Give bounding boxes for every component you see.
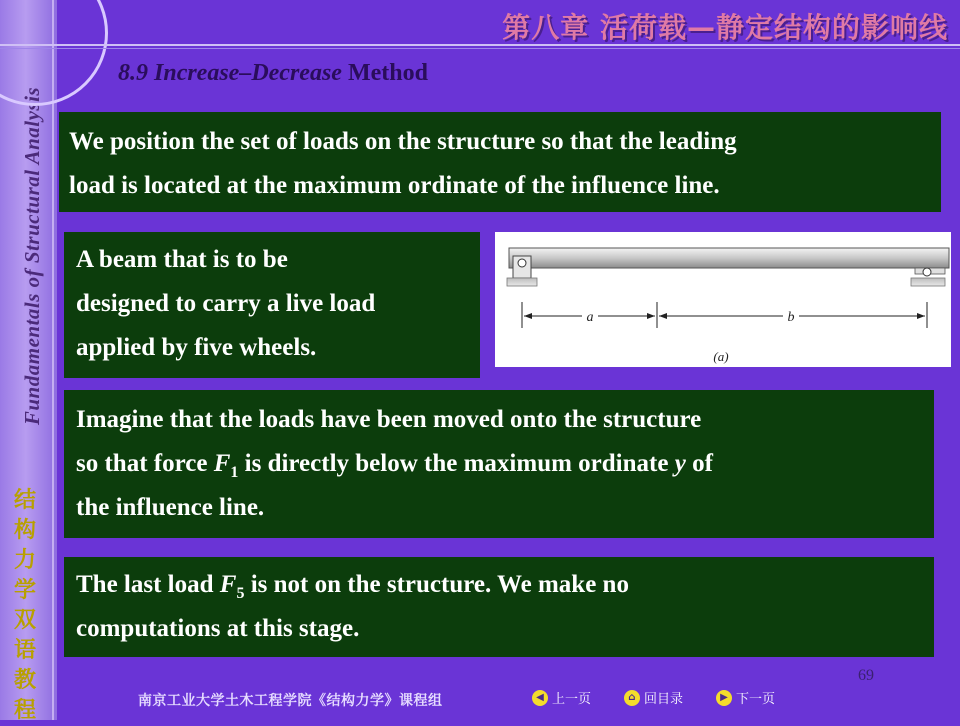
- text-fragment: is not on the structure. We make no: [244, 571, 629, 598]
- dimension-label-a: a: [586, 310, 594, 325]
- prev-arrow-icon: ◀: [532, 690, 548, 706]
- text-box-imagine: [64, 390, 934, 538]
- text-line: A beam that is to be: [76, 246, 288, 273]
- text-line: applied by five wheels.: [76, 334, 317, 361]
- left-sidebar: [0, 0, 57, 723]
- page-number: 69: [858, 667, 874, 684]
- force-subscript: 5: [236, 585, 245, 602]
- table-of-contents-button[interactable]: [624, 688, 683, 707]
- text-fragment: so that force: [76, 450, 214, 477]
- text-line: computations at this stage.: [76, 615, 360, 642]
- next-page-label: 下一页: [736, 692, 776, 707]
- footer-school: 南京工业大学土木工程学院《结构力学》课程组: [138, 693, 443, 709]
- text-line: designed to carry a live load: [76, 290, 376, 317]
- text-line: We position the set of loads on the structure so that the leading: [69, 128, 737, 155]
- course-char: 双: [13, 608, 36, 633]
- vertical-course-chinese: [10, 486, 40, 726]
- course-char: 构: [13, 518, 36, 543]
- course-char: 结: [13, 488, 36, 513]
- vertical-course-title: Fundamentals of Structural Analysis: [20, 86, 44, 426]
- section-title: [118, 60, 428, 87]
- prev-page-button[interactable]: [532, 688, 591, 707]
- text-line: [76, 442, 924, 486]
- text-fragment: The last load: [76, 571, 220, 598]
- text-line: Imagine that the loads have been moved onto the structure: [76, 406, 702, 433]
- course-char: 学: [13, 578, 36, 603]
- next-arrow-icon: ▶: [716, 690, 732, 706]
- home-icon: ⌂: [624, 690, 640, 706]
- chapter-title: 第八章 活荷载—静定结构的影响线: [502, 11, 948, 44]
- prev-page-label: 上一页: [552, 692, 592, 707]
- section-name-italic: Increase–Decrease: [154, 60, 342, 86]
- course-char: 语: [13, 638, 36, 663]
- course-char: 程: [13, 698, 36, 723]
- course-char: 力: [13, 548, 36, 573]
- force-symbol: F: [213, 450, 231, 477]
- beam: [509, 248, 949, 268]
- toc-label: 回目录: [644, 692, 684, 707]
- figure-caption: (a): [713, 349, 729, 364]
- section-name-method: Method: [347, 60, 428, 86]
- force-subscript: 1: [230, 464, 239, 481]
- roller-support: [911, 268, 945, 286]
- text-fragment: of: [685, 450, 713, 477]
- text-line: the influence line.: [76, 494, 265, 521]
- dimension-label-b: b: [787, 310, 795, 325]
- ordinate-symbol: y: [674, 450, 686, 477]
- text-fragment: is directly below the maximum ordinate: [238, 450, 675, 477]
- text-box-positioning: [59, 112, 941, 212]
- text-box-beam: [64, 232, 480, 378]
- text-box-last-load: [64, 557, 934, 657]
- beam-figure: [495, 232, 951, 367]
- beam-diagram: [495, 232, 951, 367]
- next-page-button[interactable]: [716, 688, 775, 707]
- section-number: 8.9: [118, 60, 148, 86]
- course-char: 教: [13, 668, 36, 693]
- text-line: [76, 563, 924, 607]
- decorative-circle: [0, 0, 108, 106]
- text-line: load is located at the maximum ordinate of the influence line.: [69, 172, 720, 199]
- header-rule-thin: [0, 48, 960, 49]
- force-symbol: F: [219, 571, 237, 598]
